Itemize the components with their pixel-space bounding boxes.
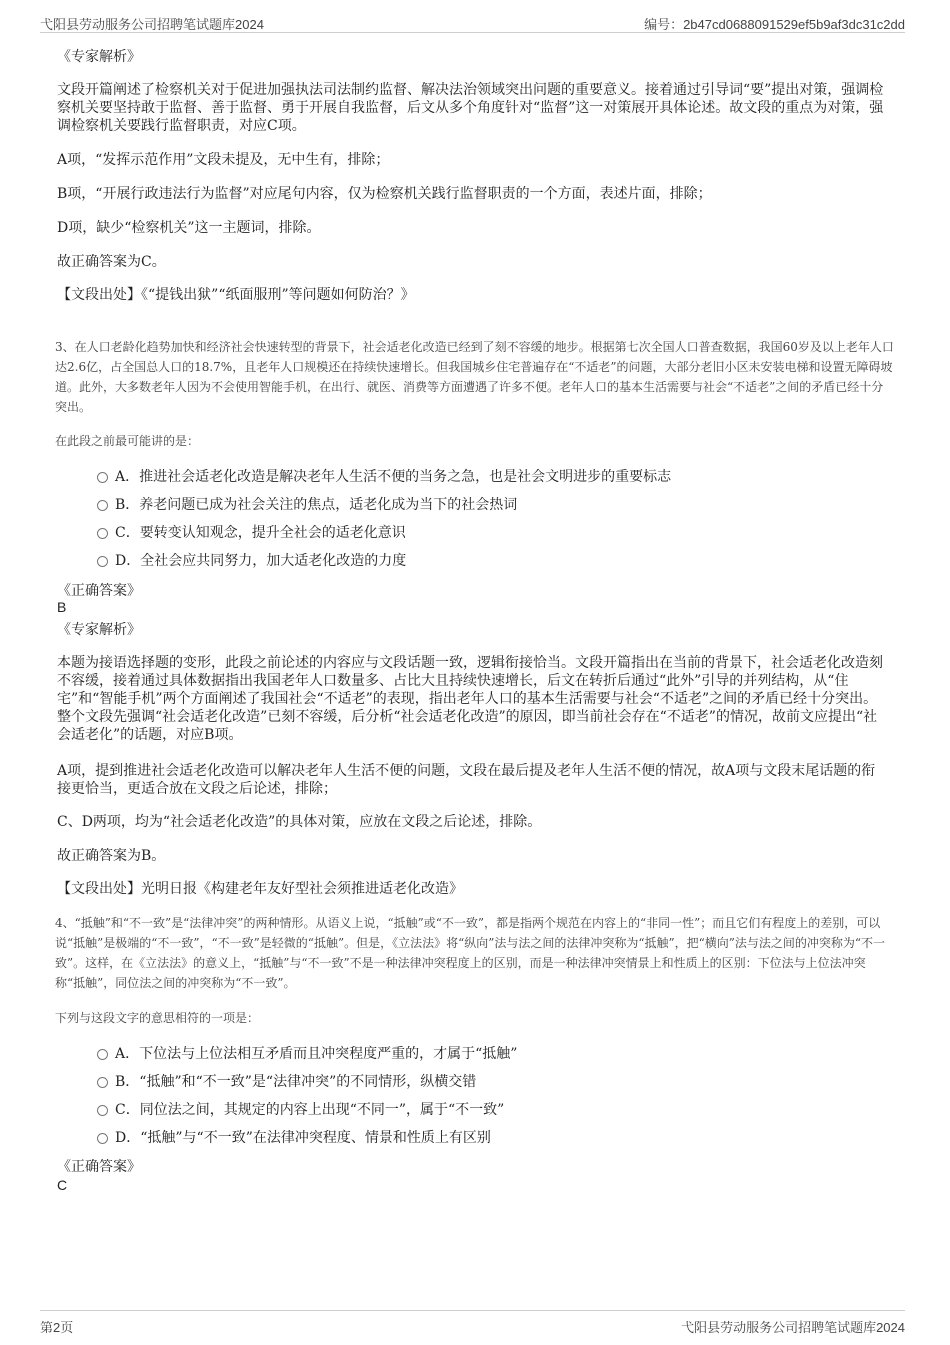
q4-option-a[interactable] [97,1045,857,1063]
q3-option-cd-note: C、D两项，均为“社会适老化改造”的具体对策，应放在文段之后论述，排除。 [57,814,542,830]
header-code: 编号：2b47cd0688091529ef5b9af3dc31c2dd [644,17,905,32]
option-label: C．同位法之间，其规定的内容上出现“不同一”，属于“不一致” [115,1102,505,1118]
q4-option-c[interactable] [97,1101,857,1119]
option-label: A．下位法与上位法相互矛盾而且冲突程度严重的，才属于“抵触” [115,1046,518,1062]
q2-source: 【文段出处】《“提钱出狱”“纸面服刑”等问题如何防治？》 [57,287,415,303]
q4-question: 下列与这段文字的意思相符的一项是： [55,1011,260,1025]
option-label: B．养老问题已成为社会关注的焦点，适老化成为当下的社会热词 [115,497,518,513]
q3-analysis-label: 《专家解析》 [57,622,141,638]
q2-option-a-note: A项，“发挥示范作用”文段未提及，无中生有，排除； [57,152,390,168]
q4-answer: C [57,1177,68,1193]
q4-option-d[interactable] [97,1129,857,1147]
radio-icon[interactable] [97,528,108,539]
q4-option-b[interactable] [97,1073,857,1091]
q2-option-b-note: B项，“开展行政违法行为监督”对应尾句内容，仅为检察机关践行监督职责的一个方面，表述片面，排除； [57,186,712,202]
q2-conclusion: 故正确答案为C。 [57,254,166,270]
footer-title: 弋阳县劳动服务公司招聘笔试题库2024 [681,1320,905,1335]
radio-icon[interactable] [97,472,108,483]
q3-option-b[interactable] [97,496,857,514]
q4-answer-label: 《正确答案》 [57,1159,141,1175]
q3-option-d[interactable] [97,552,857,570]
radio-icon[interactable] [97,1133,108,1144]
q2-analysis-label: 《专家解析》 [57,49,141,65]
option-label: D．“抵触”与“不一致”在法律冲突程度、情景和性质上有区别 [115,1130,491,1146]
radio-icon[interactable] [97,556,108,567]
q3-source: 【文段出处】光明日报《构建老年友好型社会须推进适老化改造》 [57,881,463,897]
q3-question: 在此段之前最可能讲的是： [55,434,200,448]
q3-stem: 3、在人口老龄化趋势加快和经济社会快速转型的背景下，社会适老化改造已经到了刻不容缓的地步。根据第七次全国人口普查数据，我国60岁及以上老年人口达2.6亿，占全国总人口的18.7%，且老年人口规模还在持续快速增长。但我国城乡住宅普遍存在“不适老”的问题，大部分老旧小区未安装电梯和设置无障碍坡道。此外，大多数老年人因为不会使用智能手机，在出行、就医、消费等方面遭遇了许多不便。老年人口的基本生活需要与社会“不适老”之间的矛盾已经十分突出。 [55,340,894,414]
radio-icon[interactable] [97,1049,108,1060]
page-number: 第2页 [40,1320,74,1335]
q2-option-d-note: D项，缺少“检察机关”这一主题词，排除。 [57,220,321,236]
radio-icon[interactable] [97,1105,108,1116]
radio-icon[interactable] [97,500,108,511]
q3-option-a-note: A项，提到推进社会适老化改造可以解决老年人生活不便的问题，文段在最后提及老年人生活不便的情况，故A项与文段末尾话题的衔接更恰当，更适合放在文段之后论述，排除； [57,763,876,797]
q3-analysis: 本题为接语选择题的变形，此段之前论述的内容应与文段话题一致，逻辑衔接恰当。文段开篇指出在当前的背景下，社会适老化改造刻不容缓，接着通过具体数据指出我国老年人口数量多、占比大且持续快速增长，后文在转折后通过“此外”引导的并列结构，从“住宅”和“智能手机”两个方面阐述了我国社会“不适老”的表现，指出老年人口的基本生活需要与社会“不适老”之间的矛盾已经十分突出。整个文段先强调“社会适老化改造”已刻不容缓，后分析“社会适老化改造”的原因，即当前社会存在“不适老”的情况，故前文应提出“社会适老化”的话题，对应B项。 [57,655,883,743]
q3-conclusion: 故正确答案为B。 [57,848,166,864]
q3-answer: B [57,599,67,615]
q4-stem: 4、“抵触”和“不一致”是“法律冲突”的两种情形。从语义上说，“抵触”或“不一致”，都是指两个规范在内容上的“非同一性”；而且它们有程度上的差别，可以说“抵触”是极端的“不一致”，“不一致”是轻微的“抵触”。但是，《立法法》将“纵向”法与法之间的法律冲突称为“抵触”，把“横向”法与法之间的冲突称为“不一致”。这样，在《立法法》的意义上，“抵触”与“不一致”不是一种法律冲突程度上的区别，而是一种法律冲突情景上和性质上的区别：下位法与上位法冲突称“抵触”，同位法之间的冲突称为“不一致”。 [55,916,886,990]
q3-option-c[interactable] [97,524,857,542]
q3-answer-label: 《正确答案》 [57,583,141,599]
option-label: B．“抵触”和“不一致”是“法律冲突”的不同情形，纵横交错 [115,1074,477,1090]
option-label: C．要转变认知观念，提升全社会的适老化意识 [115,525,406,541]
header-title: 弋阳县劳动服务公司招聘笔试题库2024 [40,17,264,32]
q3-option-a[interactable] [97,468,857,486]
option-label: A．推进社会适老化改造是解决老年人生活不便的当务之急，也是社会文明进步的重要标志 [115,469,672,485]
q2-analysis: 文段开篇阐述了检察机关对于促进加强执法司法制约监督、解决法治领域突出问题的重要意义。接着通过引导词“要”提出对策，强调检察机关要坚持敢于监督、善于监督、勇于开展自我监督，后文从多个角度针对“监督”这一对策展开具体论述。故文段的重点为对策，强调检察机关要践行监督职责，对应C项。 [57,82,884,134]
page-footer [40,1310,905,1337]
option-label: D．全社会应共同努力，加大适老化改造的力度 [115,553,407,569]
radio-icon[interactable] [97,1077,108,1088]
page-header [40,10,905,33]
